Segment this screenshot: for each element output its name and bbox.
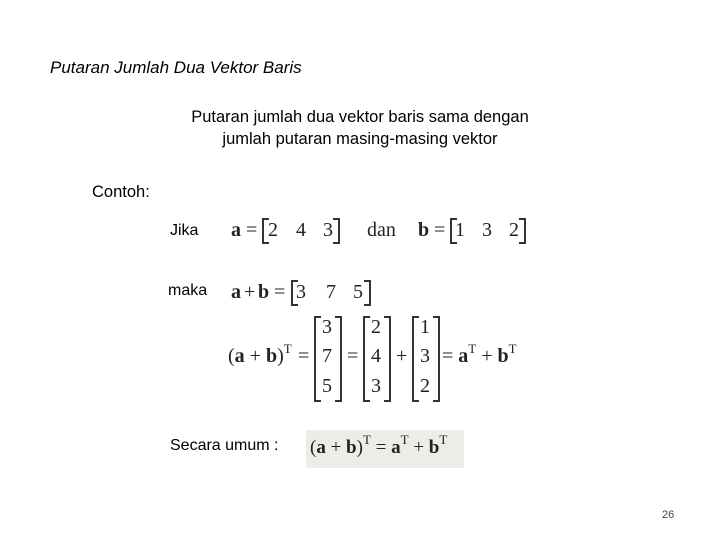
equals-sign-1: = xyxy=(246,219,258,241)
a-value-3: 3 xyxy=(323,219,333,241)
gen-b-transpose-mark: T xyxy=(439,432,448,447)
col-bracket-right-sum xyxy=(335,316,342,402)
sum-a-symbol: a xyxy=(231,281,241,303)
rhs-plus-sign: + xyxy=(481,345,493,367)
example-label: Contoh: xyxy=(92,183,150,201)
lhs-transpose-mark: T xyxy=(283,341,292,356)
a-value-1: 2 xyxy=(268,219,278,241)
transpose-lhs: $(a + b)^T$ xyxy=(228,341,292,367)
row-bracket-right-a xyxy=(333,218,340,244)
gen-a-symbol: a xyxy=(316,437,326,458)
col-sum-value-1: 3 xyxy=(322,316,332,338)
general-label: Secara umum : xyxy=(170,437,279,454)
intro-line-2: jumlah putaran masing-masing vektor xyxy=(222,130,498,148)
col-bracket-right-a xyxy=(384,316,391,402)
gen-equals-sign: = xyxy=(375,437,387,458)
col-bracket-left-a xyxy=(363,316,370,402)
general-formula: $(a + b)^T = a^T + b^T$ xyxy=(310,432,448,458)
col-sum-value-3: 5 xyxy=(322,375,332,397)
col-bracket-left-sum xyxy=(314,316,321,402)
intro-line-1: Putaran jumlah dua vektor baris sama dengan xyxy=(191,108,529,126)
vec-b-symbol: b xyxy=(418,219,430,241)
a-value-2: 4 xyxy=(296,219,306,241)
sum-value-3: 5 xyxy=(353,281,363,303)
col-b-value-3: 2 xyxy=(420,375,430,397)
col-b-value-1: 1 xyxy=(420,316,430,338)
rhs-equals-sign: = xyxy=(442,345,454,367)
b-value-1: 1 xyxy=(455,219,465,241)
plus-sign-col: + xyxy=(396,345,408,367)
equals-sign-2: = xyxy=(434,219,446,241)
equals-sign-3: = xyxy=(274,281,286,303)
col-sum-value-2: 7 xyxy=(322,345,332,367)
slide-title: Putaran Jumlah Dua Vektor Baris xyxy=(50,58,302,77)
gen-lhs-transpose-mark: T xyxy=(362,432,371,447)
gen-plus-sign-1: + xyxy=(330,437,342,458)
col-a-value-3: 3 xyxy=(371,375,381,397)
b-value-2: 3 xyxy=(482,219,492,241)
then-label: maka xyxy=(168,282,208,299)
gen-b-symbol: b xyxy=(346,437,357,458)
col-bracket-left-b xyxy=(412,316,419,402)
gen-plus-sign-2: + xyxy=(413,437,425,458)
page-number: 26 xyxy=(662,509,675,521)
col-a-value-1: 2 xyxy=(371,316,381,338)
if-label: Jika xyxy=(170,222,199,239)
sum-value-2: 7 xyxy=(326,281,336,303)
row-bracket-right-sum xyxy=(364,280,371,306)
transpose-rhs xyxy=(442,341,517,368)
col-bracket-right-b xyxy=(433,316,440,402)
sum-b-symbol: b xyxy=(258,281,270,303)
gen-a-rhs-symbol: a xyxy=(391,437,401,458)
intro-text xyxy=(140,106,580,150)
sum-plus-sign: + xyxy=(244,281,256,303)
vec-a-symbol: a xyxy=(231,219,241,241)
rhs-a-symbol: a xyxy=(458,345,469,367)
equals-sign-5: = xyxy=(347,345,359,367)
lhs-b-symbol: b xyxy=(265,345,278,367)
rhs-a-transpose-mark: T xyxy=(468,341,477,356)
and-word: dan xyxy=(367,219,396,241)
gen-a-transpose-mark: T xyxy=(400,432,409,447)
row-bracket-right-b xyxy=(519,218,526,244)
col-b-value-2: 3 xyxy=(420,345,430,367)
col-a-value-2: 4 xyxy=(371,345,381,367)
rhs-b-transpose-mark: T xyxy=(508,341,517,356)
equals-sign-4: = xyxy=(298,345,310,367)
gen-b-rhs-symbol: b xyxy=(428,437,440,458)
b-value-3: 2 xyxy=(509,219,519,241)
lhs-plus-sign: + xyxy=(249,345,261,367)
lhs-a-symbol: a xyxy=(234,345,245,367)
rhs-b-symbol: b xyxy=(497,345,509,367)
sum-value-1: 3 xyxy=(296,281,306,303)
